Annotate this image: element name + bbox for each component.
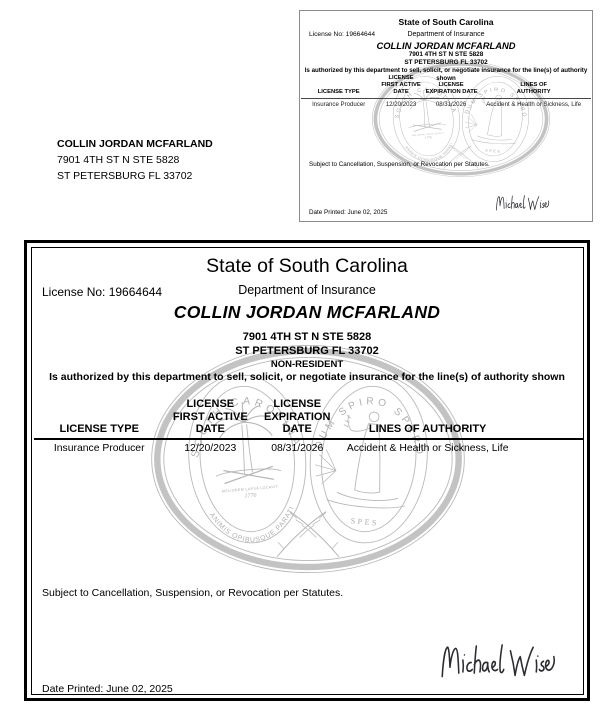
certificate-license-number: License No: 19664644 — [42, 285, 163, 299]
table-row — [34, 443, 517, 454]
certificate-authorization: Is authorized by this department to sell, solicit, or negotiate insurance for the line(s) of authority shown — [49, 371, 565, 383]
certificate-department: Department of Insurance — [238, 283, 376, 297]
card-address-line2: ST PETERSBURG FL 33702 — [404, 58, 488, 66]
card-header-license-type: LICENSE TYPE — [317, 89, 360, 95]
card-license-type-value: Insurance Producer — [312, 101, 366, 109]
license-type-value: Insurance Producer — [53, 442, 145, 454]
card-table-rule — [301, 98, 591, 100]
card-first-active-date-value: 12/20/2023 — [385, 101, 417, 109]
certificate-address-line1: 7901 4TH ST N STE 5828 — [242, 331, 372, 343]
card-department: Department of Insurance — [407, 30, 485, 38]
envelope-address-block — [57, 136, 213, 184]
signature-image — [493, 189, 551, 215]
lines-of-authority-value: Accident & Health or Sickness, Life — [346, 442, 509, 454]
addressee-city: ST PETERSBURG FL 33702 — [57, 170, 193, 182]
license-certificate — [24, 240, 590, 701]
certificate-title: State of South Carolina — [206, 255, 408, 277]
card-expiration-date-value: 08/31/2026 — [435, 101, 467, 109]
certificate-address-line2: ST PETERSBURG FL 33702 — [235, 345, 379, 357]
card-header-lines-of-authority: LINES OF AUTHORITY — [516, 82, 551, 95]
card-authorization-line2: shown — [436, 74, 456, 82]
certificate-table-rule — [34, 438, 583, 440]
card-date-printed: Date Printed: June 02, 2025 — [309, 209, 388, 216]
table-row — [301, 101, 591, 108]
header-expiration-date: LICENSE EXPIRATION DATE — [264, 398, 331, 435]
card-licensee-name: COLLIN JORDAN MCFARLAND — [376, 39, 516, 51]
certificate-table-header-row — [34, 398, 517, 436]
certificate-license-table — [34, 398, 583, 454]
certificate-subject-note: Subject to Cancellation, Suspension, or Revocation per Statutes. — [42, 587, 344, 599]
certificate-date-printed: Date Printed: June 02, 2025 — [42, 683, 173, 695]
header-lines-of-authority: LINES OF AUTHORITY — [368, 423, 487, 435]
card-subject-note: Subject to Cancellation, Suspension, or Revocation per Statutes. — [309, 161, 490, 168]
card-authorization-line1: Is authorized by this department to sell, solicit, or negotiate insurance for the line(s) of authority — [304, 67, 588, 74]
license-wallet-card — [299, 10, 593, 222]
header-license-type: LICENSE TYPE — [59, 423, 139, 435]
card-license-number: License No: 19664644 — [309, 31, 375, 38]
addressee-street: 7901 4TH ST N STE 5828 — [57, 154, 180, 166]
card-address-line1: 7901 4TH ST N STE 5828 — [408, 51, 484, 58]
card-lines-of-authority-value: Accident & Health or Sickness, Life — [486, 101, 582, 109]
expiration-date-value: 08/31/2026 — [271, 442, 324, 454]
addressee-name: COLLIN JORDAN MCFARLAND — [57, 138, 213, 150]
signature-image — [435, 631, 559, 687]
card-table-header-row — [301, 75, 591, 96]
card-header-first-active-date: LICENSE FIRST ACTIVE DATE — [381, 75, 421, 95]
card-title: State of South Carolina — [398, 17, 494, 27]
certificate-licensee-name: COLLIN JORDAN MCFARLAND — [173, 302, 441, 322]
card-license-table — [301, 75, 591, 108]
header-first-active-date: LICENSE FIRST ACTIVE DATE — [172, 398, 248, 435]
first-active-date-value: 12/20/2023 — [184, 442, 237, 454]
card-header-expiration-date: LICENSE EXPIRATION DATE — [425, 82, 478, 95]
residency-status: NON-RESIDENT — [270, 359, 344, 370]
